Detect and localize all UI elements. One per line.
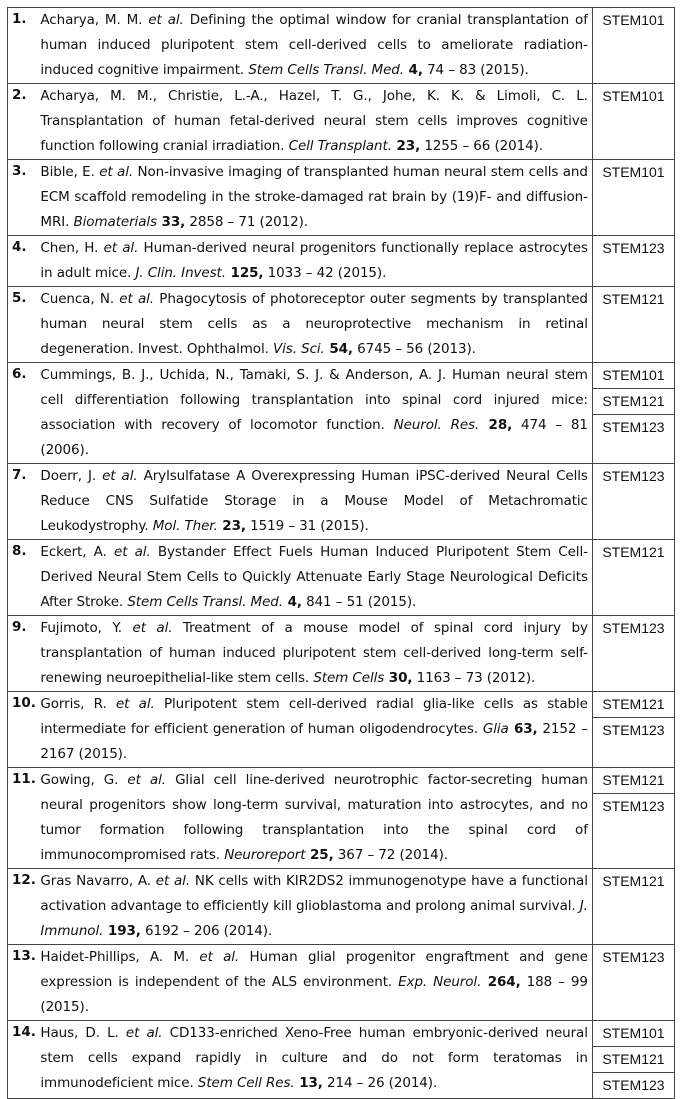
citation-authors: Haus, D. L.	[40, 1025, 126, 1041]
citation-journal: Glia	[482, 721, 509, 737]
citation-authors: Gras Navarro, A.	[40, 873, 156, 889]
citation-pages-year: 1163 – 73 (2012).	[412, 670, 536, 686]
reference-row	[8, 464, 675, 540]
reference-row	[8, 692, 675, 768]
citation-pages-year: 214 – 26 (2014).	[322, 1075, 438, 1091]
reference-citation	[38, 236, 592, 287]
citation-volume: 4,	[282, 594, 302, 610]
citation-volume: 63,	[508, 721, 538, 737]
citation-et-al: et al.	[99, 164, 134, 180]
product-code: STEM121	[602, 873, 665, 889]
product-codes	[592, 869, 674, 945]
reference-number: 6.	[8, 363, 39, 464]
reference-citation	[38, 464, 592, 540]
citation-authors: Gowing, G.	[40, 772, 128, 788]
reference-number: 2.	[8, 84, 39, 160]
citation-pages-year: 2858 – 71 (2012).	[185, 214, 309, 230]
reference-row	[8, 84, 675, 160]
reference-citation	[38, 945, 592, 1021]
citation-volume: 30,	[384, 670, 413, 686]
citation-volume: 33,	[156, 214, 186, 230]
reference-row	[8, 363, 675, 464]
reference-row	[8, 160, 675, 236]
citation-pages-year: 474 – 81 (2006).	[40, 417, 588, 458]
citation-journal: Stem Cells Transl. Med.	[127, 594, 283, 610]
reference-citation	[38, 84, 592, 160]
citation-authors: Eckert, A.	[40, 544, 114, 560]
citation-journal: Neurol. Res.	[393, 417, 480, 433]
product-code: STEM101	[602, 1025, 665, 1041]
citation-et-al: et al.	[155, 873, 191, 889]
reference-table-body	[8, 8, 675, 1099]
citation-title: Glial cell line-derived neurotrophic factor-secreting human neural progenitors show long-term survival, maturation into astrocytes, and no tumor formation following transplantation into the spinal cord of immunocompromised rats.	[40, 772, 588, 863]
reference-number: 14.	[8, 1021, 39, 1099]
product-code: STEM123	[593, 1072, 674, 1098]
reference-citation	[38, 869, 592, 945]
product-codes	[592, 464, 674, 540]
product-code: STEM123	[602, 949, 665, 965]
product-code: STEM123	[602, 240, 665, 256]
citation-title: Arylsulfatase A Overexpressing Human iPSC-derived Neural Cells Reduce CNS Sulfatide Storage in a Mouse Model of Metachromatic Leukodystrophy.	[40, 468, 588, 534]
citation-title: Human neural stem cell differentiation following transplantation into spinal cord injured mice: association with recovery of locomotor function.	[40, 367, 588, 433]
product-codes	[592, 363, 674, 464]
product-code: STEM121	[593, 388, 674, 414]
citation-authors: Bible, E.	[40, 164, 100, 180]
product-code: STEM121	[602, 291, 665, 307]
reference-row	[8, 540, 675, 616]
reference-citation	[38, 1021, 592, 1099]
product-codes	[592, 768, 674, 869]
reference-number: 1.	[8, 8, 39, 84]
citation-pages-year: 1033 – 42 (2015).	[263, 265, 387, 281]
reference-citation	[38, 692, 592, 768]
citation-authors: Fujimoto, Y.	[40, 620, 133, 636]
reference-number: 10.	[8, 692, 39, 768]
citation-journal: J. Immunol.	[40, 898, 588, 939]
product-code: STEM101	[602, 88, 665, 104]
citation-volume: 13,	[294, 1075, 323, 1091]
reference-citation	[38, 160, 592, 236]
reference-row	[8, 1021, 675, 1099]
citation-pages-year: 1255 – 66 (2014).	[420, 138, 543, 154]
citation-title: Defining the optimal window for cranial transplantation of human induced pluripotent stem cell-derived cells to ameliorate radiation-induced cognitive impairment.	[40, 12, 588, 78]
product-codes	[592, 160, 674, 236]
product-code: STEM123	[593, 414, 674, 440]
citation-volume: 4,	[403, 62, 423, 78]
reference-table	[7, 7, 675, 1099]
citation-title: NK cells with KIR2DS2 immunogenotype have a functional activation advantage to efficiently kill glioblastoma and prolong animal survival.	[40, 873, 588, 914]
reference-number: 5.	[8, 287, 39, 363]
citation-authors: Acharya, M. M.	[40, 12, 149, 28]
citation-volume: 23,	[391, 138, 421, 154]
citation-journal: Biomaterials	[73, 214, 157, 230]
product-code: STEM123	[602, 620, 665, 636]
product-code: STEM101	[602, 164, 665, 180]
citation-journal: Exp. Neurol.	[398, 974, 482, 990]
citation-et-al: et al.	[125, 1025, 163, 1041]
citation-volume: 23,	[217, 518, 246, 534]
citation-title: Pluripotent stem cell-derived radial glia-like cells as stable intermediate for efficient generation of human oligodendrocytes.	[40, 696, 588, 737]
reference-row	[8, 8, 675, 84]
citation-et-al: et al.	[103, 240, 139, 256]
product-code: STEM123	[593, 793, 674, 819]
reference-number: 3.	[8, 160, 39, 236]
citation-journal: J. Clin. Invest.	[135, 265, 226, 281]
citation-authors: Chen, H.	[40, 240, 104, 256]
citation-volume: 125,	[225, 265, 264, 281]
reference-citation	[38, 616, 592, 692]
reference-number: 4.	[8, 236, 39, 287]
product-code: STEM121	[593, 1046, 674, 1072]
citation-volume: 264,	[481, 974, 521, 990]
product-codes	[592, 692, 674, 768]
product-codes	[592, 287, 674, 363]
product-codes	[592, 236, 674, 287]
citation-volume: 193,	[103, 923, 141, 939]
reference-row	[8, 287, 675, 363]
reference-number: 12.	[8, 869, 39, 945]
reference-number: 9.	[8, 616, 39, 692]
citation-et-al: et al.	[148, 12, 184, 28]
citation-pages-year: 367 – 72 (2014).	[333, 847, 448, 863]
citation-title: Non-invasive imaging of transplanted human neural stem cells and ECM scaffold remodeling in the stroke-damaged rat brain by (19)F- and diffusion-MRI.	[40, 164, 588, 230]
citation-journal: Neuroreport	[224, 847, 306, 863]
product-code: STEM101	[602, 367, 665, 383]
citation-journal: Stem Cells	[313, 670, 385, 686]
product-code: STEM123	[602, 468, 665, 484]
citation-et-al: et al.	[115, 696, 155, 712]
citation-pages-year: 188 – 99 (2015).	[40, 974, 588, 1015]
citation-title: Human-derived neural progenitors functionally replace astrocytes in adult mice.	[40, 240, 588, 281]
citation-authors: Haidet-Phillips, A. M.	[40, 949, 200, 965]
citation-pages-year: 2152 – 2167 (2015).	[40, 721, 588, 762]
product-code: STEM121	[602, 544, 665, 560]
citation-authors: Doerr, J.	[40, 468, 103, 484]
citation-pages-year: 841 – 51 (2015).	[301, 594, 417, 610]
citation-pages-year: 6192 – 206 (2014).	[140, 923, 273, 939]
reference-number: 13.	[8, 945, 39, 1021]
product-codes	[592, 616, 674, 692]
citation-title: Human glial progenitor engraftment and gene expression is independent of the ALS environment.	[40, 949, 588, 990]
citation-volume: 28,	[479, 417, 513, 433]
reference-number: 7.	[8, 464, 39, 540]
reference-citation	[38, 540, 592, 616]
citation-volume: 25,	[305, 847, 334, 863]
reference-row	[8, 616, 675, 692]
citation-authors: Gorris, R.	[40, 696, 116, 712]
citation-journal: Vis. Sci.	[273, 341, 325, 357]
reference-citation	[38, 8, 592, 84]
citation-pages-year: 74 – 83 (2015).	[422, 62, 529, 78]
product-codes	[592, 945, 674, 1021]
product-code: STEM121	[602, 772, 665, 788]
citation-pages-year: 6745 – 56 (2013).	[352, 341, 476, 357]
reference-row	[8, 869, 675, 945]
citation-et-al: et al.	[132, 620, 173, 636]
product-codes	[592, 540, 674, 616]
citation-pages-year: 1519 – 31 (2015).	[245, 518, 369, 534]
citation-et-al: et al.	[113, 544, 151, 560]
citation-journal: Mol. Ther.	[152, 518, 218, 534]
product-codes	[592, 84, 674, 160]
citation-authors: Acharya, M. M., Christie, L.-A., Hazel, T. G., Johe, K. K. & Limoli, C. L.	[40, 88, 588, 104]
reference-row	[8, 236, 675, 287]
citation-title: Bystander Effect Fuels Human Induced Pluripotent Stem Cell-Derived Neural Stem Cells to Quickly Attenuate Early Stage Neurological Deficits After Stroke.	[40, 544, 588, 610]
product-code: STEM101	[602, 12, 665, 28]
citation-et-al: et al.	[102, 468, 138, 484]
reference-row	[8, 768, 675, 869]
reference-citation	[38, 363, 592, 464]
citation-title: Transplantation of human fetal-derived neural stem cells improves cognitive function following cranial irradiation.	[40, 113, 588, 154]
citation-journal: Cell Transplant.	[288, 138, 392, 154]
reference-number: 11.	[8, 768, 39, 869]
citation-et-al: et al.	[119, 291, 154, 307]
product-code: STEM123	[593, 717, 674, 743]
citation-title: Phagocytosis of photoreceptor outer segments by transplanted human neural stem cells as a neuroprotective mechanism in retinal degeneration. Invest. Ophthalmol.	[40, 291, 588, 357]
citation-title: Treatment of a mouse model of spinal cord injury by transplantation of human induced pluripotent stem cell-derived long-term self-renewing neuroepithelial-like stem cells.	[40, 620, 588, 686]
citation-et-al: et al.	[199, 949, 240, 965]
reference-citation	[38, 768, 592, 869]
citation-journal: Stem Cells Transl. Med.	[248, 62, 404, 78]
reference-row	[8, 945, 675, 1021]
reference-citation	[38, 287, 592, 363]
citation-et-al: et al.	[127, 772, 166, 788]
product-codes	[592, 1021, 674, 1099]
citation-journal: Stem Cell Res.	[197, 1075, 295, 1091]
citation-authors: Cummings, B. J., Uchida, N., Tamaki, S. J. & Anderson, A. J.	[40, 367, 447, 383]
citation-authors: Cuenca, N.	[40, 291, 120, 307]
product-codes	[592, 8, 674, 84]
citation-title: CD133-enriched Xeno-Free human embryonic-derived neural stem cells expand rapidly in culture and do not form teratomas in immunodeficient mice.	[40, 1025, 588, 1091]
product-code: STEM121	[602, 696, 665, 712]
reference-number: 8.	[8, 540, 39, 616]
citation-volume: 54,	[324, 341, 353, 357]
